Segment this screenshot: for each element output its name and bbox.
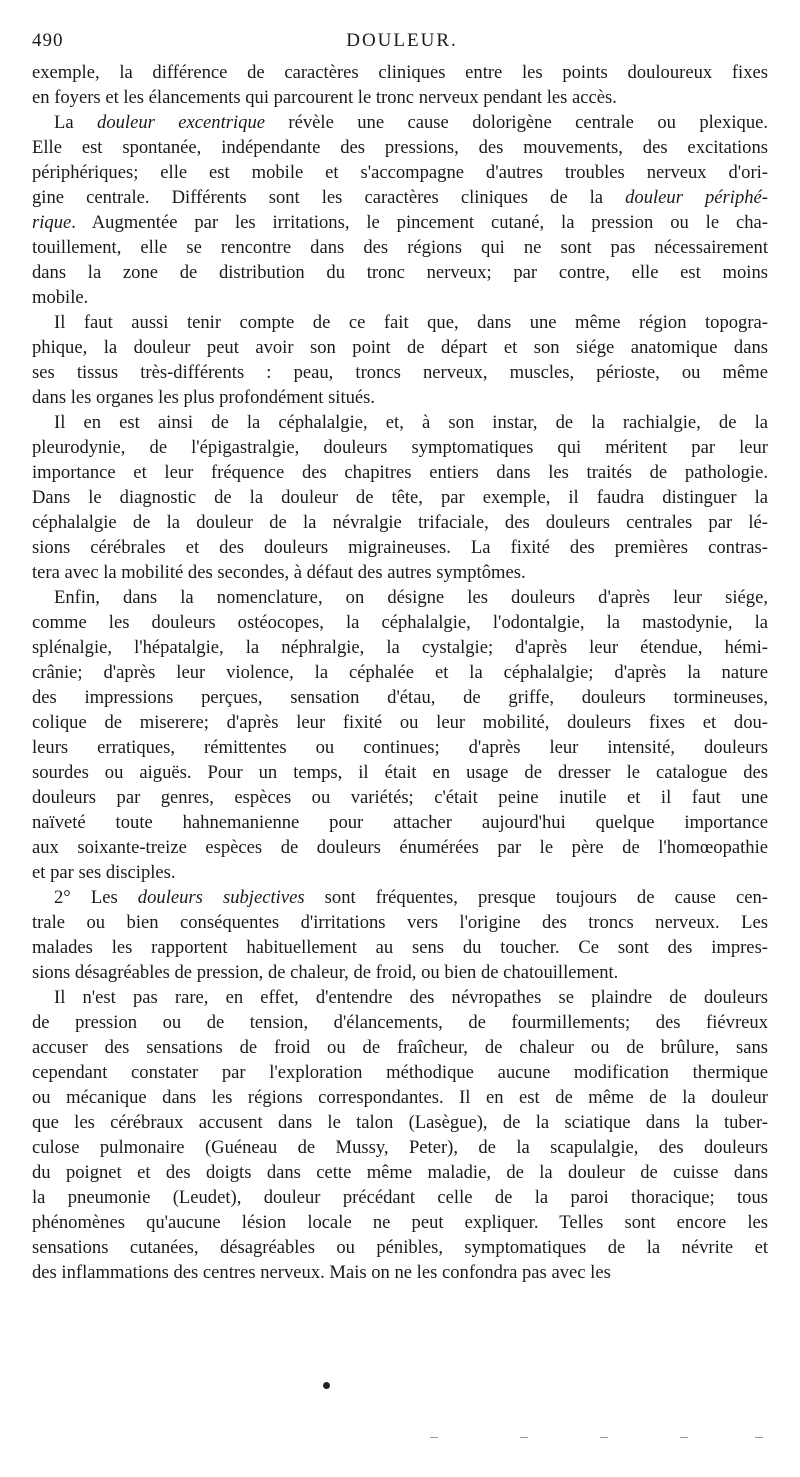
text-line: touillement, elle se rencontre dans des régions qui ne sont pas nécessairement bbox=[32, 237, 768, 258]
text-line: aux soixante-treize espèces de douleurs énumérées par le père de l'homœopathie bbox=[32, 837, 768, 858]
text-line: tera avec la mobilité des secondes, à défaut des autres symptômes. bbox=[32, 562, 526, 583]
page-number: 490 bbox=[32, 30, 64, 51]
text-line: cependant constater par l'exploration méthodique aucune modification thermique bbox=[32, 1062, 768, 1083]
text-line: du poignet et des doigts dans cette même maladie, de la douleur de cuisse dans bbox=[32, 1162, 768, 1183]
text-line: que les cérébraux accusent dans le talon (Lasègue), de la sciatique dans la tuber- bbox=[32, 1112, 768, 1133]
text-line: de pression ou de tension, d'élancements, de fourmillements; des fiévreux bbox=[32, 1012, 768, 1033]
text-line: dans la zone de distribution du tronc nerveux; par contre, elle est moins bbox=[32, 262, 768, 283]
text-line: Il faut aussi tenir compte de ce fait que, dans une même région topogra- bbox=[54, 312, 768, 333]
text-line: Elle est spontanée, indépendante des pressions, des mouvements, des excitations bbox=[32, 137, 768, 158]
text-line: en foyers et les élancements qui parcourent le tronc nerveux pendant les accès. bbox=[32, 87, 617, 108]
page-header bbox=[32, 30, 772, 56]
text-line: malades les rapportent habituellement au sens du toucher. Ce sont des impres- bbox=[32, 937, 768, 958]
text-segment: La bbox=[54, 112, 98, 133]
text-line: périphériques; elle est mobile et s'accompagne d'autres troubles nerveux d'ori- bbox=[32, 162, 768, 183]
text-line: et par ses disciples. bbox=[32, 862, 176, 883]
text-line: trale ou bien conséquentes d'irritations vers l'origine des troncs nerveux. Les bbox=[32, 912, 768, 933]
text-line: phénomènes qu'aucune lésion locale ne peut expliquer. Telles sont encore les bbox=[32, 1212, 768, 1233]
text-line: comme les douleurs ostéocopes, la céphalalgie, l'odontalgie, la mastodynie, la bbox=[32, 612, 768, 633]
running-title: DOULEUR. bbox=[346, 30, 458, 51]
body-text bbox=[32, 60, 768, 1285]
text-line: sions désagréables de pression, de chaleur, de froid, ou bien de chatouillement. bbox=[32, 962, 619, 983]
text-line: culose pulmonaire (Guéneau de Mussy, Peter), de la scapulalgie, des douleurs bbox=[32, 1137, 768, 1158]
text-line: céphalalgie de la douleur de la névralgie trifaciale, des douleurs centrales par lé- bbox=[32, 512, 768, 533]
text-line: douleurs par genres, espèces ou variétés; c'était peine inutile et il faut une bbox=[32, 787, 768, 808]
text-line: Il en est ainsi de la céphalalgie, et, à son instar, de la rachialgie, de la bbox=[54, 412, 768, 433]
text-line: exemple, la différence de caractères cliniques entre les points douloureux fixes bbox=[32, 62, 768, 83]
italic-term: douleur excentrique bbox=[97, 112, 266, 133]
text-segment: révèle une cause dolorigène centrale ou plexique. bbox=[265, 112, 768, 133]
text-line: Dans le diagnostic de la douleur de tête, par exemple, il faudra distinguer la bbox=[32, 487, 768, 508]
text-segment: gine centrale. Différents sont les caractères cliniques de la bbox=[32, 187, 626, 208]
text-line: sourdes ou aiguës. Pour un temps, il était en usage de dresser le catalogue des bbox=[32, 762, 768, 783]
text-line: splénalgie, l'hépatalgie, la néphralgie, la cystalgie; d'après leur étendue, hémi- bbox=[32, 637, 768, 658]
text-line: dans les organes les plus profondément situés. bbox=[32, 387, 376, 408]
text-line: naïveté toute hahnemanienne pour attacher aujourd'hui quelque importance bbox=[32, 812, 768, 833]
italic-term: douleurs subjectives bbox=[137, 887, 305, 908]
text-line: phique, la douleur peut avoir son point de départ et son siége anatomique dans bbox=[32, 337, 768, 358]
text-line: des impressions perçues, sensation d'étau, de griffe, douleurs tormineuses, bbox=[32, 687, 768, 708]
text-line: ses tissus très-différents : peau, troncs nerveux, muscles, périoste, ou même bbox=[32, 362, 768, 383]
text-line: des inflammations des centres nerveux. Mais on ne les confondra pas avec les bbox=[32, 1262, 611, 1283]
text-segment: . Augmentée par les irritations, le pincement cutané, la pression ou le cha- bbox=[71, 212, 768, 233]
text-line bbox=[32, 185, 768, 210]
text-line: importance et leur fréquence des chapitres entiers dans les traités de pathologie. bbox=[32, 462, 768, 483]
decorative-dot bbox=[323, 1382, 330, 1389]
text-line bbox=[32, 885, 768, 910]
text-line: mobile. bbox=[32, 287, 89, 308]
text-line: sions cérébrales et des douleurs migraineuses. La fixité des premières contras- bbox=[32, 537, 768, 558]
text-line: crânie; d'après leur violence, la céphalée et la céphalalgie; d'après la nature bbox=[32, 662, 768, 683]
text-line: colique de miserere; d'après leur fixité ou leur mobilité, douleurs fixes et dou- bbox=[32, 712, 768, 733]
text-line: la pneumonie (Leudet), douleur précédant celle de la paroi thoracique; tous bbox=[32, 1187, 768, 1208]
text-line: accuser des sensations de froid ou de fraîcheur, de chaleur ou de brûlure, sans bbox=[32, 1037, 768, 1058]
printing-specks bbox=[430, 1437, 770, 1443]
text-line: ou mécanique dans les régions correspondantes. Il en est de même de la douleur bbox=[32, 1087, 768, 1108]
italic-term: douleur périphé- bbox=[625, 187, 768, 208]
text-line: leurs erratiques, rémittentes ou continues; d'après leur intensité, douleurs bbox=[32, 737, 768, 758]
text-line: Il n'est pas rare, en effet, d'entendre des névropathes se plaindre de douleurs bbox=[54, 987, 768, 1008]
text-line: pleurodynie, de l'épigastralgie, douleurs symptomatiques qui méritent par leur bbox=[32, 437, 768, 458]
text-line bbox=[32, 210, 768, 235]
italic-term: rique bbox=[32, 212, 72, 233]
text-line bbox=[32, 110, 768, 135]
text-segment: 2° Les bbox=[54, 887, 138, 908]
text-line: Enfin, dans la nomenclature, on désigne les douleurs d'après leur siége, bbox=[54, 587, 768, 608]
text-line: sensations cutanées, désagréables ou pénibles, symptomatiques de la névrite et bbox=[32, 1237, 768, 1258]
text-segment: sont fréquentes, presque toujours de cause cen- bbox=[304, 887, 768, 908]
